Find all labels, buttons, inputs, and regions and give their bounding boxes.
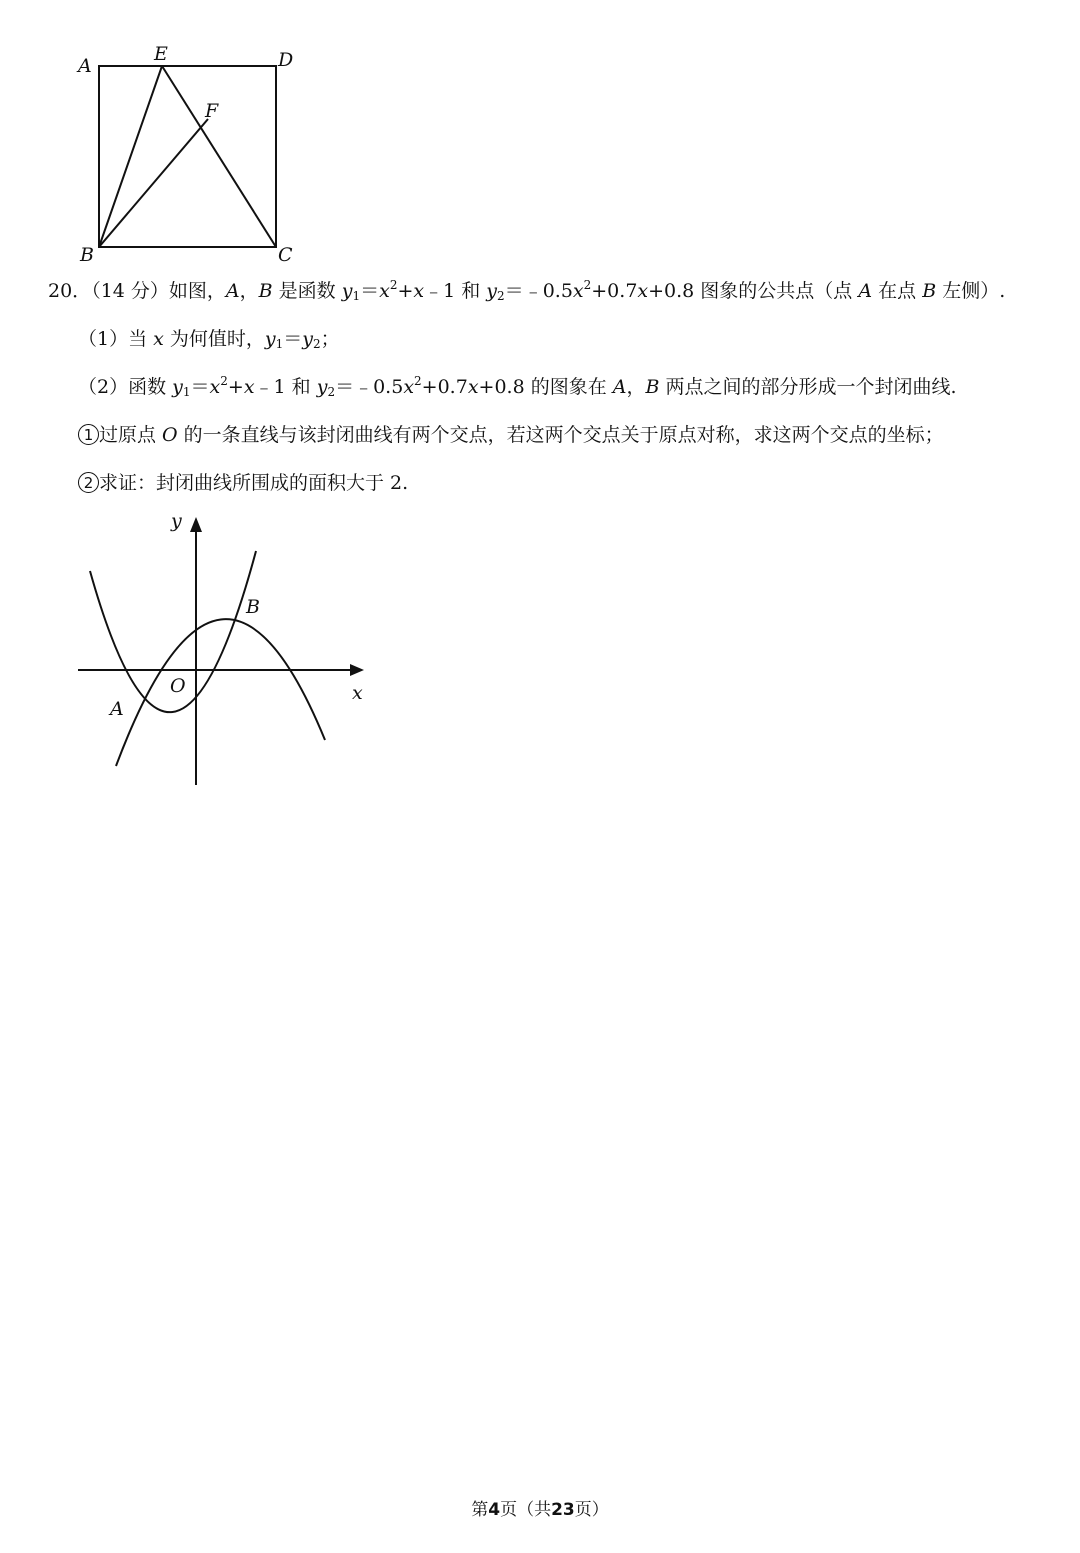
circled-1: 1: [78, 424, 99, 445]
x-axis-arrow: [350, 664, 364, 676]
label-origin: O: [170, 675, 186, 697]
label-x: x: [352, 682, 363, 704]
label-point-a: A: [110, 698, 124, 720]
part-2: （2）函数 $y_1=x^2+x﹣1$ 和 $y_2=﹣0.5x^2+0.7x+0.8$ 的图象在 A，B 两点之间的部分形成一个封闭曲线.: [78, 374, 957, 399]
sub-question-2: 2 求证：封闭曲线所围成的面积大于 2.: [78, 470, 408, 496]
square-abcd: [99, 66, 276, 247]
curve-y2: [116, 619, 325, 766]
label-y: y: [171, 510, 182, 532]
part-1: （1）当 x 为何值时，$y_1=y_2$；: [78, 328, 340, 351]
label-f: F: [205, 100, 219, 122]
label-b: B: [80, 244, 94, 266]
label-a: A: [78, 55, 92, 77]
question-20-stem: 20．（14 分）如图，A，B 是函数 $y_1=x^2+x﹣1$ 和 $y_2=﹣0.5x^2+0.7x+0.8$ 图象的公共点（点 A 在点 B 左侧）.: [48, 278, 1006, 303]
label-point-b: B: [246, 596, 260, 618]
label-d: D: [278, 49, 294, 71]
parabola-graph: [70, 505, 380, 795]
y-axis-arrow: [190, 517, 202, 532]
segment-bf: [99, 119, 208, 247]
label-c: C: [278, 244, 293, 266]
page-footer: 第4页（共23页）: [471, 1500, 609, 1520]
segment-eb: [99, 66, 162, 247]
circled-2: 2: [78, 472, 99, 493]
square-figure: [60, 35, 320, 275]
label-e: E: [154, 43, 168, 65]
segment-ec: [162, 66, 276, 247]
sub-question-1: 1 过原点 O 的一条直线与该封闭曲线有两个交点，若这两个交点关于原点对称，求这两个交点的坐标；: [78, 422, 944, 448]
